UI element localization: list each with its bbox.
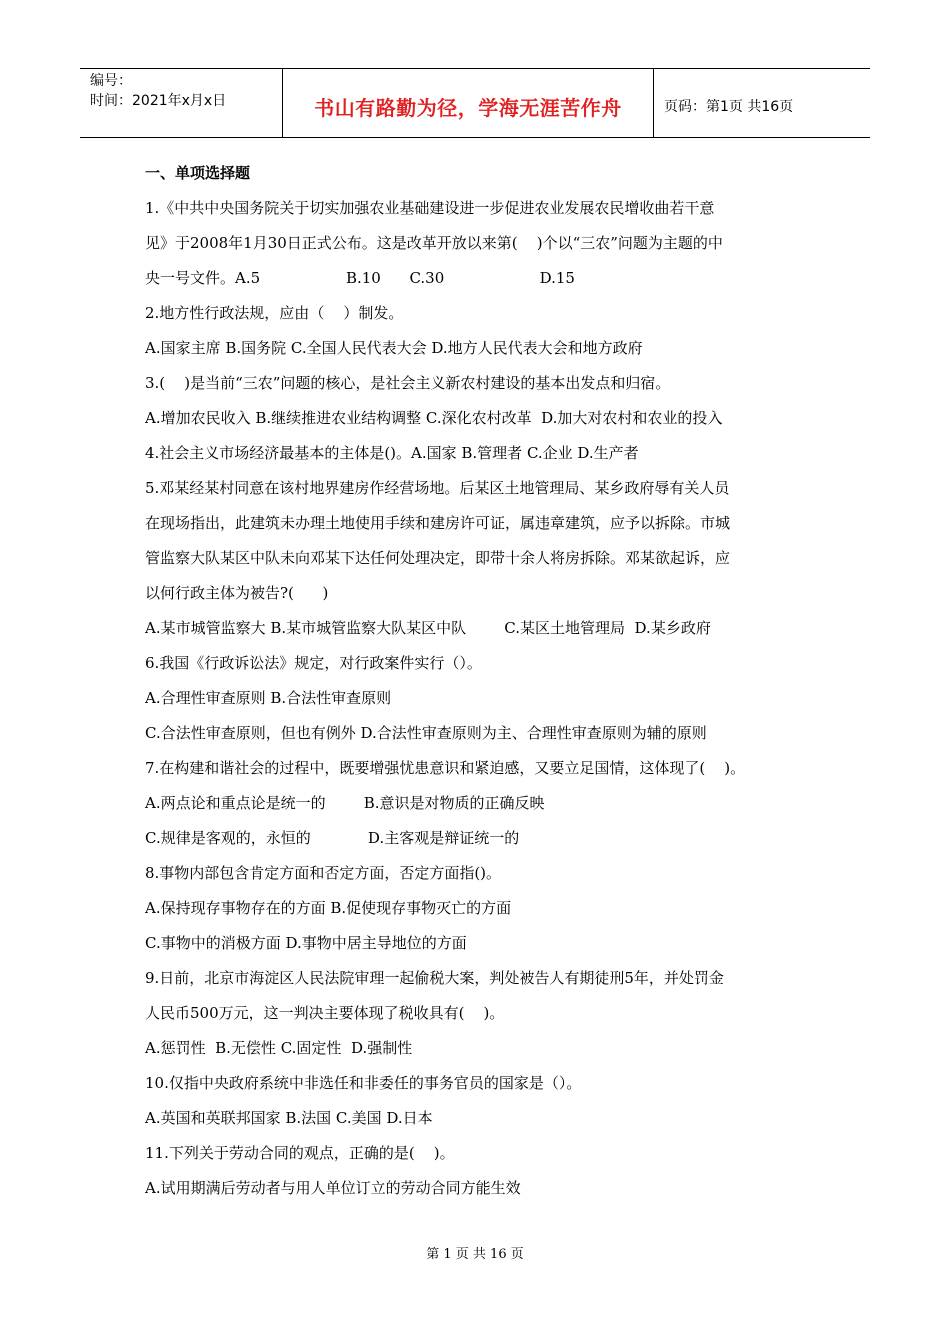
text-line: C.规律是客观的，永恒的 D.主客观是辩证统一的 — [145, 829, 520, 847]
motto: 书山有路勤为径，学海无涯苦作舟 — [314, 95, 622, 120]
page-info: 页码：第1页 共16页 — [664, 99, 794, 115]
text-line: 在现场指出，此建筑未办理土地使用手续和建房许可证，属违章建筑，应予以拆除。市城 — [145, 514, 731, 532]
text-line: 10.仅指中央政府系统中非选任和非委任的事务官员的国家是（）。 — [145, 1074, 582, 1092]
text-line: A.惩罚性 B.无偿性 C.固定性 D.强制性 — [145, 1039, 413, 1057]
text-line: A.英国和英联邦国家 B.法国 C.美国 D.日本 — [145, 1109, 433, 1127]
text-line: 5.邓某经某村同意在该村地界建房作经营场地。后某区土地管理局、某乡政府辱有关人员 — [145, 479, 730, 497]
text-line: C.合法性审查原则，但也有例外 D.合法性审查原则为主、合理性审查原则为辅的原则 — [145, 724, 707, 742]
text-line: A.合理性审查原则 B.合法性审查原则 — [145, 689, 392, 707]
code-label: 编号： — [90, 73, 132, 89]
text-line: 9.日前，北京市海淀区人民法院审理一起偷税大案，判处被告人有期徒刑5年，并处罚金 — [145, 969, 724, 987]
document-body — [145, 156, 815, 1206]
text-line: 央一号文件。A.5 B.10 C.30 D.15 — [145, 269, 575, 287]
text-line: 人民币500万元，这一判决主要体现了税收具有( )。 — [145, 1004, 505, 1022]
text-line: A.保持现存事物存在的方面 B.促使现存事物灭亡的方面 — [145, 899, 512, 917]
section-title: 一、单项选择题 — [145, 164, 251, 182]
text-line: 3.( )是当前“三农”问题的核心，是社会主义新农村建设的基本出发点和归宿。 — [145, 374, 671, 392]
text-line: C.事物中的消极方面 D.事物中居主导地位的方面 — [145, 934, 467, 952]
text-line: 4.社会主义市场经济最基本的主体是()。A.国家 B.管理者 C.企业 D.生产者 — [145, 444, 639, 462]
date-label: 时间：2021年x月x日 — [90, 93, 227, 109]
header-motto-cell — [282, 69, 654, 137]
text-line: 11.下列关于劳动合同的观点，正确的是( )。 — [145, 1144, 455, 1162]
header-table — [80, 68, 870, 138]
text-line: 8.事物内部包含肯定方面和否定方面，否定方面指()。 — [145, 864, 502, 882]
text-line: 管监察大队某区中队未向邓某下达任何处理决定，即带十余人将房拆除。邓某欲起诉，应 — [145, 549, 731, 567]
page-footer: 第 1 页 共 16 页 — [426, 1247, 524, 1262]
text-line: 2.地方性行政法规，应由（ ）制发。 — [145, 304, 404, 322]
text-line: 见》于2008年1月30日正式公布。这是改革开放以来第( )个以“三农”问题为主题的中 — [145, 234, 723, 252]
text-line: 1.《中共中央国务院关于切实加强农业基础建设进一步促进农业发展农民增收曲若干意 — [145, 199, 715, 217]
text-line: A.增加农民收入 B.继续推进农业结构调整 C.深化农村改革 D.加大对农村和农业的投入 — [145, 409, 723, 427]
text-line: 以何行政主体为被告?( ) — [145, 584, 329, 602]
text-line: A.国家主席 B.国务院 C.全国人民代表大会 D.地方人民代表大会和地方政府 — [145, 339, 643, 357]
header-page-cell — [654, 69, 870, 137]
text-line: 6.我国《行政诉讼法》规定，对行政案件实行（）。 — [145, 654, 482, 672]
text-line: A.试用期满后劳动者与用人单位订立的劳动合同方能生效 — [145, 1179, 521, 1197]
text-line: A.两点论和重点论是统一的 B.意识是对物质的正确反映 — [145, 794, 545, 812]
text-line: 7.在构建和谐社会的过程中，既要增强忧患意识和紧迫感，又要立足国情，这体现了( )。 — [145, 759, 746, 777]
text-line: A.某市城管监察大 B.某市城管监察大队某区中队 C.某区土地管理局 D.某乡政府 — [145, 619, 711, 637]
header-left-cell — [80, 69, 282, 137]
